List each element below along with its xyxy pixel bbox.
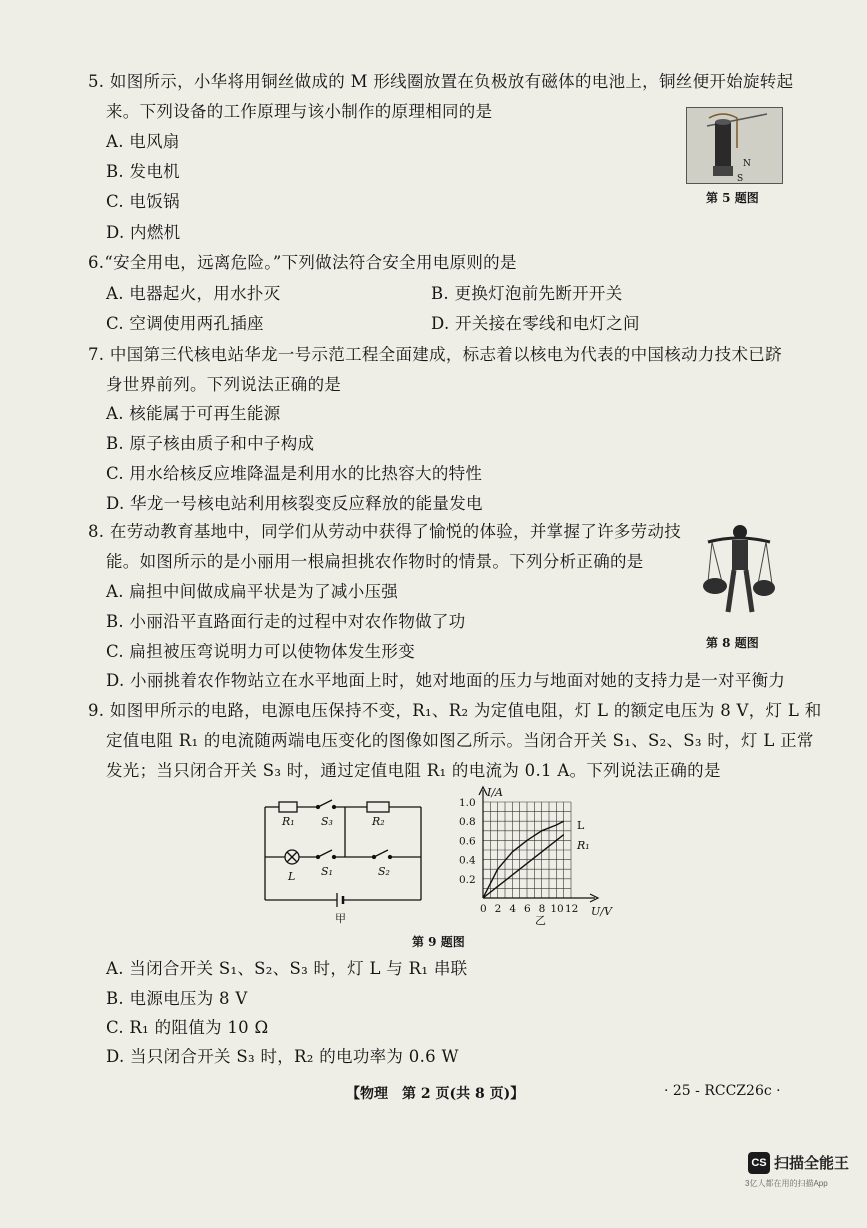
- graph-ylabel: I/A: [487, 786, 503, 799]
- q8-option-a: A. 扁担中间做成扁平状是为了减小压强: [106, 582, 399, 601]
- label-s3: S₃: [321, 815, 333, 828]
- y-tick-label: 0.4: [459, 854, 476, 867]
- q5-option-b: B. 发电机: [106, 162, 180, 181]
- q7-stem-line1: 7. 中国第三代核电站华龙一号示范工程全面建成，标志着以核电为代表的中国核动力技术已跻: [88, 345, 782, 364]
- curve-label-l: L: [577, 819, 585, 832]
- graph-xlabel: U/V: [591, 905, 612, 918]
- switch-s1: [318, 850, 332, 857]
- graph-label-yi: 乙: [535, 914, 546, 927]
- q6-stem: 6.“安全用电，远离危险。”下列做法符合安全用电原则的是: [88, 253, 517, 272]
- q9-option-d: D. 当只闭合开关 S₃ 时，R₂ 的电功率为 0.6 W: [106, 1047, 459, 1066]
- q5-option-a: A. 电风扇: [106, 132, 180, 151]
- q9-circuit-diagram: [255, 795, 435, 925]
- q8-option-b: B. 小丽沿平直路面行走的过程中对农作物做了功: [106, 612, 466, 631]
- q6-option-b: B. 更换灯泡前先断开开关: [431, 284, 623, 303]
- q6-option-c: C. 空调使用两孔插座: [106, 314, 264, 333]
- q7-stem-line2: 身世界前列。下列说法正确的是: [106, 375, 342, 394]
- q9-caption: 第 9 题图: [412, 935, 465, 949]
- watermark-subtitle: 3亿人都在用的扫描App: [745, 1179, 828, 1188]
- q8-stem-line2: 能。如图所示的是小丽用一根扁担挑农作物时的情景。下列分析正确的是: [106, 552, 644, 571]
- pole-n-label: N: [743, 159, 751, 169]
- label-lamp: L: [288, 870, 296, 883]
- pole-s-label: S: [737, 174, 744, 183]
- q7-option-b: B. 原子核由质子和中子构成: [106, 434, 315, 453]
- q9-stem-line3: 发光；当只闭合开关 S₃ 时，通过定值电阻 R₁ 的电流为 0.1 A。下列说法正确的是: [106, 761, 721, 780]
- q8-option-c: C. 扁担被压弯说明力可以使物体发生形变: [106, 642, 416, 661]
- x-tick-label: 4: [509, 903, 517, 915]
- x-tick-label: 12: [565, 903, 579, 915]
- x-tick-label: 10: [550, 903, 564, 915]
- q7-option-c: C. 用水给核反应堆降温是利用水的比热容大的特性: [106, 464, 483, 483]
- footer-code: · 25 - RCCZ26c ·: [664, 1083, 781, 1099]
- q7-option-d: D. 华龙一号核电站利用核裂变反应释放的能量发电: [106, 494, 483, 513]
- label-jia: 甲: [335, 912, 346, 925]
- q8-stem-line1: 8. 在劳动教育基地中，同学们从劳动中获得了愉悦的体验，并掌握了许多劳动技: [88, 522, 682, 541]
- q9-option-c: C. R₁ 的阻值为 10 Ω: [106, 1018, 269, 1037]
- label-r1: R₁: [282, 815, 295, 828]
- label-s1: S₁: [321, 865, 333, 878]
- footer-page-info: 【物理 第 2 页(共 8 页)】: [346, 1086, 525, 1102]
- q8-option-d: D. 小丽挑着农作物站立在水平地面上时，她对地面的压力与地面对她的支持力是一对平衡力: [106, 671, 786, 690]
- q8-figure: [700, 520, 775, 625]
- x-tick-label: 2: [494, 903, 502, 915]
- y-tick-label: 0.2: [459, 873, 476, 886]
- q9-iu-graph: [455, 782, 630, 927]
- camscanner-logo-icon: CS: [748, 1152, 770, 1174]
- q6-option-a: A. 电器起火，用水扑灭: [106, 284, 281, 303]
- q9-option-a: A. 当闭合开关 S₁、S₂、S₃ 时，灯 L 与 R₁ 串联: [106, 959, 468, 978]
- q7-option-a: A. 核能属于可再生能源: [106, 404, 281, 423]
- label-r2: R₂: [372, 815, 385, 828]
- resistor-r2: [367, 802, 389, 812]
- y-tick-label: 0.6: [459, 835, 476, 848]
- y-tick-label: 0.8: [459, 816, 476, 829]
- q5-option-d: D. 内燃机: [106, 223, 181, 242]
- x-tick-label: 8: [538, 903, 546, 915]
- q9-option-b: B. 电源电压为 8 V: [106, 989, 248, 1008]
- watermark-brand: 扫描全能王: [774, 1155, 850, 1172]
- switch-s2: [374, 850, 388, 857]
- resistor-r1: [279, 802, 297, 812]
- curve-label-r1: R₁: [577, 839, 590, 852]
- q9-stem-line2: 定值电阻 R₁ 的电流随两端电压变化的图像如图乙所示。当闭合开关 S₁、S₂、S₃ 时，灯 L 正常: [106, 731, 814, 750]
- q6-option-d: D. 开关接在零线和电灯之间: [431, 314, 640, 333]
- label-s2: S₂: [378, 865, 390, 878]
- x-tick-label: 6: [524, 903, 531, 915]
- q8-caption: 第 8 题图: [706, 636, 759, 650]
- switch-s3: [318, 800, 332, 807]
- y-tick-label: 1.0: [459, 797, 476, 809]
- q5-stem-line1: 5. 如图所示，小华将用铜丝做成的 M 形线圈放置在负极放有磁体的电池上，铜丝便开始旋转起: [88, 72, 794, 91]
- q5-option-c: C. 电饭锅: [106, 192, 180, 211]
- q5-caption: 第 5 题图: [706, 191, 759, 205]
- q5-stem-line2: 来。下列设备的工作原理与该小制作的原理相同的是: [106, 102, 493, 121]
- x-tick-label: 0: [480, 903, 487, 915]
- q9-stem-line1: 9. 如图甲所示的电路，电源电压保持不变，R₁、R₂ 为定值电阻，灯 L 的额定电压为 8 V，灯 L 和: [88, 701, 822, 720]
- q5-photo: [686, 107, 783, 184]
